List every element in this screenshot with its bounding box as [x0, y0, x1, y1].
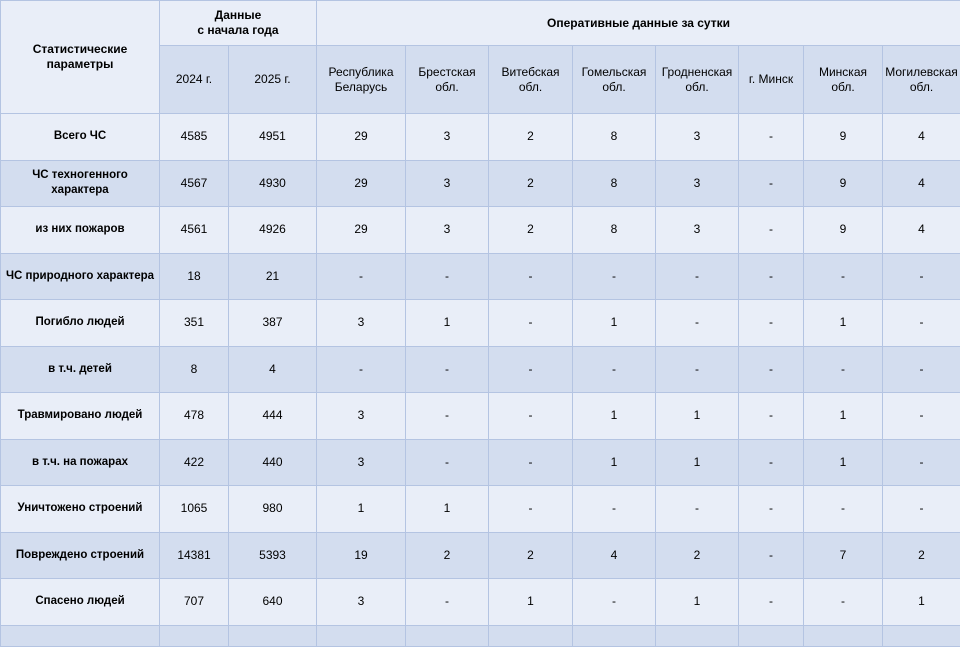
region-value-cell: -	[489, 393, 573, 440]
region-value-cell: 3	[656, 160, 739, 207]
region-value-cell: -	[573, 253, 656, 300]
region-header: Могилевская обл.	[883, 46, 960, 114]
region-value-cell: 1	[656, 393, 739, 440]
value-2024-cell: 18	[160, 253, 229, 300]
region-value-cell: -	[804, 346, 883, 393]
value-2025-cell: 4951	[229, 114, 317, 161]
region-value-cell: 3	[406, 207, 489, 254]
value-2025-cell: 980	[229, 486, 317, 533]
value-2025-cell: 387	[229, 300, 317, 347]
region-value-cell: 2	[883, 532, 960, 579]
region-value-cell: 9	[804, 160, 883, 207]
region-value-cell: -	[656, 300, 739, 347]
region-header: г. Минск	[739, 46, 804, 114]
value-2024-cell: 1065	[160, 486, 229, 533]
empty-cell	[229, 625, 317, 646]
region-value-cell: -	[883, 439, 960, 486]
empty-cell	[739, 625, 804, 646]
region-value-cell: 3	[656, 207, 739, 254]
table-row	[1, 253, 960, 300]
region-header: Гродненская обл.	[656, 46, 739, 114]
region-value-cell: 1	[489, 579, 573, 626]
region-value-cell: 3	[656, 114, 739, 161]
region-value-cell: -	[317, 346, 406, 393]
region-value-cell: 1	[804, 439, 883, 486]
region-value-cell: 3	[406, 114, 489, 161]
region-value-cell: 3	[406, 160, 489, 207]
region-value-cell: -	[739, 439, 804, 486]
region-value-cell: -	[573, 486, 656, 533]
value-2024-cell: 478	[160, 393, 229, 440]
table-row	[1, 114, 960, 161]
since-year-header: Данные с начала года	[160, 1, 317, 46]
table-row	[1, 160, 960, 207]
value-2024-cell: 8	[160, 346, 229, 393]
region-header: Минская обл.	[804, 46, 883, 114]
table-row	[1, 625, 960, 646]
table-row	[1, 300, 960, 347]
region-value-cell: -	[739, 393, 804, 440]
value-2024-cell: 351	[160, 300, 229, 347]
region-value-cell: -	[804, 579, 883, 626]
row-label: Всего ЧС	[1, 114, 160, 161]
region-value-cell: 4	[573, 532, 656, 579]
region-value-cell: 3	[317, 579, 406, 626]
region-value-cell: 1	[656, 439, 739, 486]
row-label: Травмировано людей	[1, 393, 160, 440]
region-value-cell: 19	[317, 532, 406, 579]
table-row	[1, 486, 960, 533]
value-2025-cell: 5393	[229, 532, 317, 579]
region-value-cell: -	[739, 300, 804, 347]
region-value-cell: 1	[406, 300, 489, 347]
region-value-cell: 8	[573, 114, 656, 161]
region-value-cell: -	[739, 346, 804, 393]
empty-cell	[160, 625, 229, 646]
region-value-cell: 29	[317, 160, 406, 207]
value-2024-cell: 422	[160, 439, 229, 486]
region-value-cell: 1	[804, 300, 883, 347]
region-value-cell: 7	[804, 532, 883, 579]
region-value-cell: -	[406, 253, 489, 300]
region-value-cell: -	[739, 114, 804, 161]
table-row	[1, 439, 960, 486]
region-value-cell: 2	[489, 160, 573, 207]
region-value-cell: -	[883, 393, 960, 440]
region-value-cell: -	[406, 393, 489, 440]
region-value-cell: 29	[317, 114, 406, 161]
empty-cell	[489, 625, 573, 646]
region-value-cell: 3	[317, 439, 406, 486]
region-value-cell: -	[804, 253, 883, 300]
value-2024-cell: 707	[160, 579, 229, 626]
table-row	[1, 393, 960, 440]
region-value-cell: -	[489, 300, 573, 347]
region-value-cell: -	[317, 253, 406, 300]
region-value-cell: 3	[317, 300, 406, 347]
region-value-cell: 2	[656, 532, 739, 579]
region-value-cell: -	[406, 346, 489, 393]
value-2025-cell: 4	[229, 346, 317, 393]
row-label: в т.ч. детей	[1, 346, 160, 393]
value-2024-cell: 4567	[160, 160, 229, 207]
region-value-cell: -	[406, 579, 489, 626]
value-2025-cell: 21	[229, 253, 317, 300]
region-value-cell: 1	[656, 579, 739, 626]
region-value-cell: -	[883, 253, 960, 300]
value-2025-cell: 640	[229, 579, 317, 626]
year-2025-header: 2025 г.	[229, 46, 317, 114]
value-2024-cell: 14381	[160, 532, 229, 579]
row-label: из них пожаров	[1, 207, 160, 254]
region-value-cell: 2	[406, 532, 489, 579]
empty-cell	[573, 625, 656, 646]
table-body	[1, 114, 960, 647]
region-header: Брестская обл.	[406, 46, 489, 114]
region-value-cell: -	[489, 486, 573, 533]
region-value-cell: -	[489, 253, 573, 300]
row-label: в т.ч. на пожарах	[1, 439, 160, 486]
param-header: Статистические параметры	[1, 1, 160, 114]
year-2024-header: 2024 г.	[160, 46, 229, 114]
region-value-cell: 3	[317, 393, 406, 440]
region-header: Витебская обл.	[489, 46, 573, 114]
row-label: Спасено людей	[1, 579, 160, 626]
row-label: Уничтожено строений	[1, 486, 160, 533]
region-value-cell: -	[739, 253, 804, 300]
region-value-cell: -	[739, 160, 804, 207]
region-value-cell: 1	[883, 579, 960, 626]
region-value-cell: -	[489, 439, 573, 486]
empty-cell	[1, 625, 160, 646]
region-value-cell: 1	[317, 486, 406, 533]
region-value-cell: 9	[804, 114, 883, 161]
row-label: ЧС техногенного характера	[1, 160, 160, 207]
region-value-cell: -	[883, 300, 960, 347]
region-value-cell: 1	[406, 486, 489, 533]
region-value-cell: 2	[489, 114, 573, 161]
region-header: Республика Беларусь	[317, 46, 406, 114]
region-value-cell: 9	[804, 207, 883, 254]
region-value-cell: 1	[804, 393, 883, 440]
table-row	[1, 346, 960, 393]
region-value-cell: -	[804, 486, 883, 533]
region-value-cell: 4	[883, 114, 960, 161]
value-2025-cell: 440	[229, 439, 317, 486]
region-value-cell: 2	[489, 207, 573, 254]
region-value-cell: 4	[883, 160, 960, 207]
empty-cell	[406, 625, 489, 646]
empty-cell	[804, 625, 883, 646]
table-row	[1, 532, 960, 579]
empty-cell	[656, 625, 739, 646]
row-label: Погибло людей	[1, 300, 160, 347]
region-value-cell: -	[573, 579, 656, 626]
value-2024-cell: 4585	[160, 114, 229, 161]
region-value-cell: 4	[883, 207, 960, 254]
value-2025-cell: 4930	[229, 160, 317, 207]
value-2025-cell: 4926	[229, 207, 317, 254]
region-value-cell: 8	[573, 160, 656, 207]
region-value-cell: 2	[489, 532, 573, 579]
table-row	[1, 207, 960, 254]
region-value-cell: 8	[573, 207, 656, 254]
region-value-cell: -	[739, 532, 804, 579]
region-value-cell: -	[573, 346, 656, 393]
region-value-cell: -	[739, 486, 804, 533]
row-label: ЧС природного характера	[1, 253, 160, 300]
region-value-cell: 1	[573, 393, 656, 440]
value-2025-cell: 444	[229, 393, 317, 440]
region-value-cell: -	[656, 346, 739, 393]
region-value-cell: -	[883, 486, 960, 533]
empty-cell	[883, 625, 960, 646]
region-value-cell: -	[656, 486, 739, 533]
empty-cell	[317, 625, 406, 646]
value-2024-cell: 4561	[160, 207, 229, 254]
region-header: Гомельская обл.	[573, 46, 656, 114]
row-label: Повреждено строений	[1, 532, 160, 579]
region-value-cell: 1	[573, 300, 656, 347]
region-value-cell: 1	[573, 439, 656, 486]
region-value-cell: -	[489, 346, 573, 393]
region-value-cell: -	[883, 346, 960, 393]
daily-header: Оперативные данные за сутки	[317, 1, 960, 46]
region-value-cell: -	[739, 579, 804, 626]
region-value-cell: -	[406, 439, 489, 486]
region-value-cell: -	[739, 207, 804, 254]
region-value-cell: 29	[317, 207, 406, 254]
region-value-cell: -	[656, 253, 739, 300]
table-row	[1, 579, 960, 626]
